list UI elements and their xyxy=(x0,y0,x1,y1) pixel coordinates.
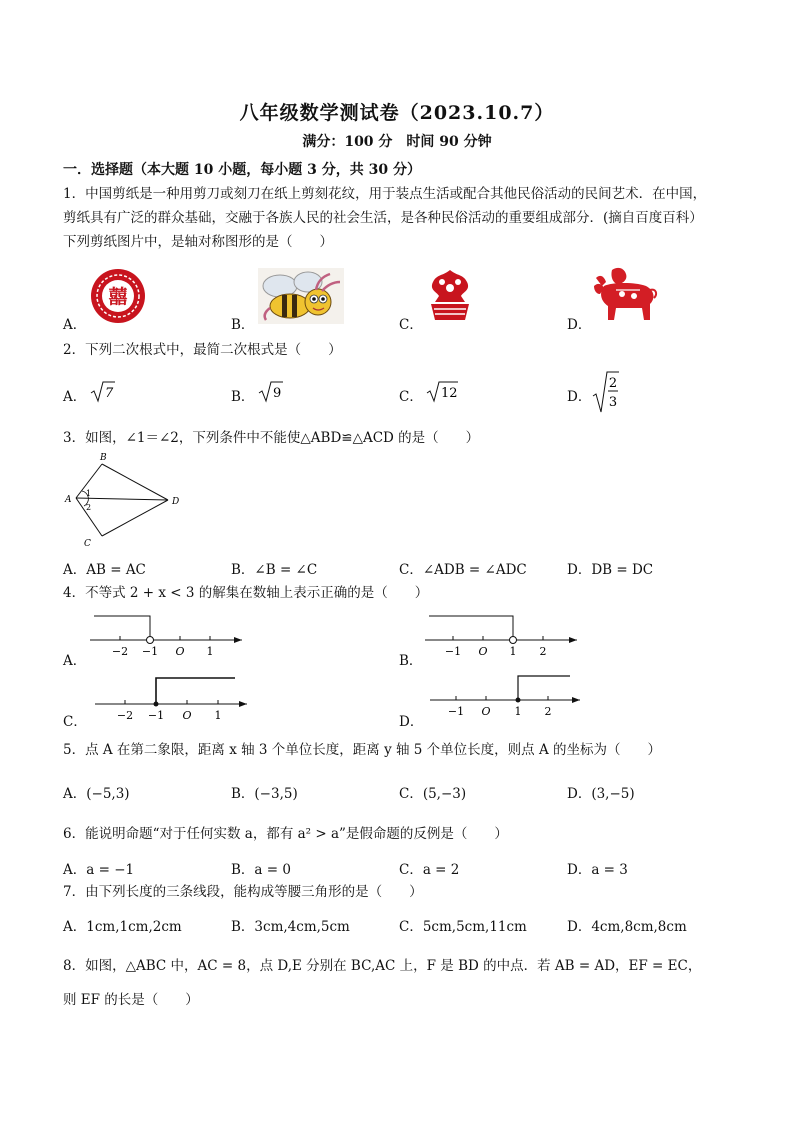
q4-number-line-b xyxy=(425,608,585,660)
q4a-tick-4: 1 xyxy=(206,645,214,658)
q4-number-line-a xyxy=(90,608,250,660)
q4a-tick-3: O xyxy=(175,645,185,658)
q1-line1: 1．中国剪纸是一种用剪刀或刻刀在纸上剪刻花纹，用于装点生活或配合其他民俗活动的民间艺术．在中国， xyxy=(63,186,707,202)
q5-option-c: C．(5,−3) xyxy=(399,786,467,802)
q6-stem: 6．能说明命题“对于任何实数 a，都有 a² > a”是假命题的反例是（ ） xyxy=(63,826,508,842)
q6-option-b: B．a = 0 xyxy=(231,862,291,878)
q7-stem: 7．由下列长度的三条线段，能构成等腰三角形的是（ ） xyxy=(63,884,423,900)
q7-option-b: B．3cm,4cm,5cm xyxy=(231,919,350,935)
q2-stem: 2．下列二次根式中，最简二次根式是（ ） xyxy=(63,342,342,358)
q2-radicand-a: 7 xyxy=(105,386,114,401)
q3-label-angle2: 2 xyxy=(86,503,92,512)
q3-label-a: A xyxy=(65,495,72,505)
q4c-tick-1: −2 xyxy=(116,709,134,722)
q3-label-c: C xyxy=(84,539,91,549)
q3-option-a: A．AB = AC xyxy=(63,562,146,578)
q7-option-a: A．1cm,1cm,2cm xyxy=(63,919,182,935)
q4-number-line-c xyxy=(95,672,255,724)
papercut-ox-image xyxy=(592,264,660,324)
q4-option-c-label: C． xyxy=(63,714,87,730)
q3-figure-kite xyxy=(62,450,192,550)
q2-radicand-b: 9 xyxy=(273,386,282,401)
papercut-double-happiness-image xyxy=(90,268,146,324)
q3-label-angle1: 1 xyxy=(86,489,92,498)
q6-option-d: D．a = 3 xyxy=(567,862,628,878)
q4-stem: 4．不等式 2 + x < 3 的解集在数轴上表示正确的是（ ） xyxy=(63,585,429,601)
page-title: 八年级数学测试卷（2023.10.7） xyxy=(239,102,555,124)
q3-option-b: B．∠B = ∠C xyxy=(231,562,318,578)
q4b-tick-4: 2 xyxy=(539,645,547,658)
q1-option-b-label: B． xyxy=(231,317,255,333)
page-subtitle: 满分：100 分 时间 90 分钟 xyxy=(302,134,492,150)
q2-radicand-c: 12 xyxy=(441,386,458,401)
q4-option-b-label: B． xyxy=(399,653,423,669)
q3-stem: 3．如图，∠1＝∠2，下列条件中不能使△ABD≌△ACD 的是（ ） xyxy=(63,430,480,446)
q8-line1: 8．如图，△ABC 中，AC = 8，点 D,E 分别在 BC,AC 上，F 是 BD 的中点．若 AB = AD，EF = EC， xyxy=(63,958,702,974)
q4c-tick-4: 1 xyxy=(214,709,222,722)
q1-line2: 剪纸具有广泛的群众基础，交融于各族人民的社会生活，是各种民俗活动的重要组成部分．(摘自百度百科） xyxy=(63,210,703,226)
q1-option-d-label: D． xyxy=(567,317,592,333)
q8-line2: 则 EF 的长是（ ） xyxy=(63,992,199,1008)
papercut-flower-basket-image xyxy=(425,266,475,324)
q2-option-c-label: C． xyxy=(399,389,423,405)
q5-stem: 5．点 A 在第二象限，距离 x 轴 3 个单位长度，距离 y 轴 5 个单位长度，则点 A 的坐标为（ ） xyxy=(63,742,662,758)
q2-option-a-sqrt xyxy=(90,380,116,404)
q6-option-a: A．a = −1 xyxy=(63,862,135,878)
q2-option-b-sqrt xyxy=(258,380,284,404)
q5-option-b: B．(−3,5) xyxy=(231,786,298,802)
q4c-tick-2: −1 xyxy=(147,709,165,722)
q1-option-c-label: C． xyxy=(399,317,423,333)
q2-option-b-label: B． xyxy=(231,389,255,405)
q4c-tick-3: O xyxy=(182,709,192,722)
q2-option-c-sqrt xyxy=(426,380,460,404)
q4b-tick-2: O xyxy=(478,645,488,658)
q4d-tick-4: 2 xyxy=(544,705,552,718)
q2-frac-num: 2 xyxy=(608,376,618,391)
q3-option-c: C．∠ADB = ∠ADC xyxy=(399,562,527,578)
q3-label-b: B xyxy=(100,453,107,463)
q4d-tick-2: O xyxy=(481,705,491,718)
q4b-tick-1: −1 xyxy=(444,645,462,658)
q2-option-a-label: A． xyxy=(63,389,87,405)
q4d-tick-3: 1 xyxy=(514,705,522,718)
q2-option-d-sqrt xyxy=(592,370,620,414)
q5-option-d: D．(3,−5) xyxy=(567,786,635,802)
q3-option-d: D．DB = DC xyxy=(567,562,654,578)
q4d-tick-1: −1 xyxy=(447,705,465,718)
q4-option-a-label: A． xyxy=(63,653,87,669)
papercut-bee-image xyxy=(258,268,344,324)
q3-label-d: D xyxy=(172,497,180,507)
section-title: 一．选择题（本大题 10 小题，每小题 3 分，共 30 分） xyxy=(63,162,421,178)
q2-frac-den: 3 xyxy=(608,395,618,410)
q7-option-c: C．5cm,5cm,11cm xyxy=(399,919,527,935)
q4a-tick-1: −2 xyxy=(111,645,129,658)
q1-line3: 下列剪纸图片中，是轴对称图形的是（ ） xyxy=(63,234,333,250)
q4a-tick-2: −1 xyxy=(141,645,159,658)
q6-option-c: C．a = 2 xyxy=(399,862,460,878)
double-happiness-glyph: 囍 xyxy=(108,286,128,308)
q4-number-line-d xyxy=(430,672,590,724)
q4-option-d-label: D． xyxy=(399,714,424,730)
q5-option-a: A．(−5,3) xyxy=(63,786,130,802)
q1-option-a-label: A． xyxy=(63,317,87,333)
q2-option-d-label: D． xyxy=(567,389,592,405)
q4b-tick-3: 1 xyxy=(509,645,517,658)
q7-option-d: D．4cm,8cm,8cm xyxy=(567,919,687,935)
